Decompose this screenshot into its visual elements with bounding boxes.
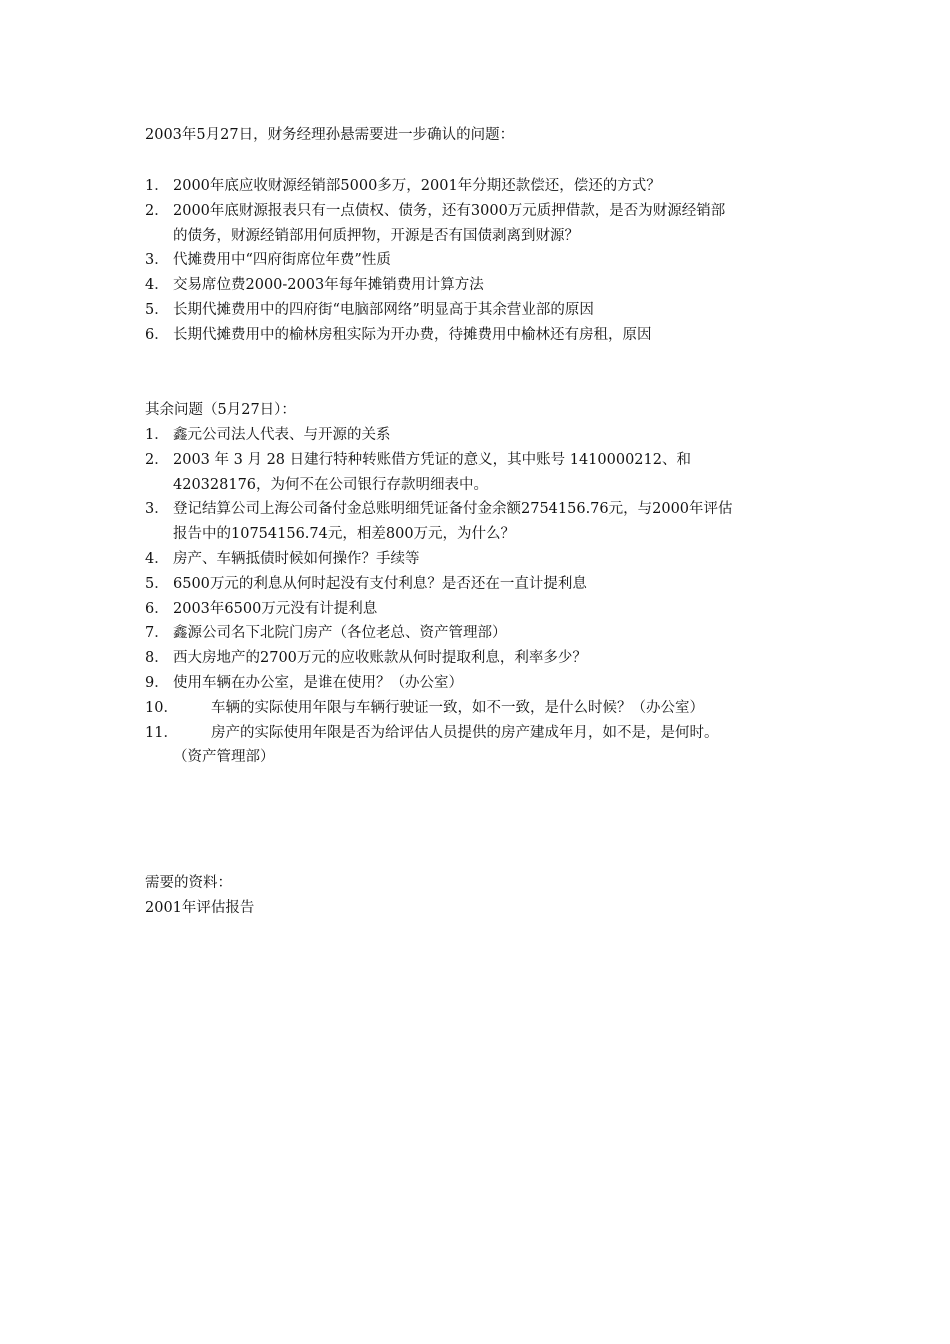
item-text: 鑫源公司名下北院门房产（各位老总、资产管理部） [173, 625, 507, 642]
item-text: 代摊费用中“四府街席位年费”性质 [173, 252, 391, 269]
item-number: 5． [145, 301, 169, 318]
section-1 [145, 123, 810, 148]
item-text: 使用车辆在办公室，是谁在使用？（办公室） [173, 674, 463, 691]
item-number: 6． [145, 326, 169, 343]
list-item [145, 323, 810, 348]
item-text-continuation: （资产管理部） [173, 749, 275, 766]
list-item [145, 423, 810, 448]
item-number: 9． [145, 674, 169, 691]
item-number: 3． [145, 501, 169, 518]
item-number: 2． [145, 202, 169, 219]
item-text: 6500万元的利息从何时起没有支付利息？是否还在一直计提利息 [173, 575, 587, 592]
item-text-continuation: 420328176，为何不在公司银行存款明细表中。 [173, 476, 489, 493]
item-number: 2． [145, 451, 169, 468]
section-1-list [145, 174, 810, 348]
item-number: 4． [145, 550, 169, 567]
list-item [145, 597, 810, 622]
list-item [145, 497, 810, 522]
item-number: 7． [145, 625, 169, 642]
list-item [145, 621, 810, 646]
item-text: 登记结算公司上海公司备付金总账明细凭证备付金余额2754156.76元，与2000年评估 [173, 501, 733, 518]
item-text: 2003 年 3 月 28 日建行特种转账借方凭证的意义，其中账号 1410000212、和 [173, 451, 691, 468]
list-item [145, 248, 810, 273]
section-2-list [145, 423, 810, 770]
list-item [145, 696, 810, 721]
list-item [145, 448, 810, 473]
item-text: 房产、车辆抵债时候如何操作？手续等 [173, 550, 420, 567]
item-text: 2000年底财源报表只有一点债权、债务，还有3000万元质押借款，是否为财源经销部 [173, 202, 726, 219]
list-item [145, 273, 810, 298]
heading-2: 其余问题（5月27日）： [145, 402, 296, 418]
list-item [145, 721, 810, 746]
list-item [145, 547, 810, 572]
item-text: 2000年底应收财源经销部5000多万，2001年分期还款偿还，偿还的方式？ [173, 178, 661, 194]
item-number: 11． [145, 724, 178, 741]
item-number: 5． [145, 575, 169, 592]
heading-1: 2003年5月27日，财务经理孙悬需要进一步确认的问题： [145, 127, 515, 143]
item-number: 4． [145, 277, 169, 294]
item-number: 10． [145, 699, 178, 716]
item-number: 8． [145, 650, 169, 667]
item-text: 长期代摊费用中的四府街“电脑部网络”明显高于其余营业部的原因 [173, 301, 594, 318]
section-3 [145, 871, 810, 921]
item-text-continuation: 的债务，财源经销部用何质押物，开源是否有国债剥离到财源？ [173, 227, 579, 244]
list-item [145, 174, 810, 199]
item-number: 1． [145, 427, 169, 443]
item-number: 1． [145, 178, 169, 194]
list-item [145, 298, 810, 323]
item-text: 交易席位费2000-2003年每年摊销费用计算方法 [173, 277, 484, 294]
list-item [145, 572, 810, 597]
item-text: 长期代摊费用中的榆林房租实际为开办费，待摊费用中榆林还有房租，原因 [173, 326, 652, 343]
item-number: 6． [145, 600, 169, 617]
list-item [145, 646, 810, 671]
item-text-continuation: 报告中的10754156.74元，相差800万元，为什么？ [173, 526, 516, 543]
item-text: 西大房地产的2700万元的应收账款从何时提取利息，利率多少？ [173, 650, 587, 667]
item-text: 车辆的实际使用年限与车辆行驶证一致，如不一致，是什么时候？（办公室） [211, 699, 704, 716]
item-text: 2003年6500万元没有计提利息 [173, 600, 378, 617]
item-text: 鑫元公司法人代表、与开源的关系 [173, 427, 391, 443]
list-item [145, 671, 810, 696]
list-item [145, 199, 810, 224]
section-2 [145, 398, 810, 423]
heading-3: 需要的资料： [145, 875, 232, 891]
item-number: 3． [145, 252, 169, 269]
item-text: 房产的实际使用年限是否为给评估人员提供的房产建成年月，如不是，是何时。 [211, 724, 719, 741]
material-item: 2001年评估报告 [145, 899, 255, 916]
